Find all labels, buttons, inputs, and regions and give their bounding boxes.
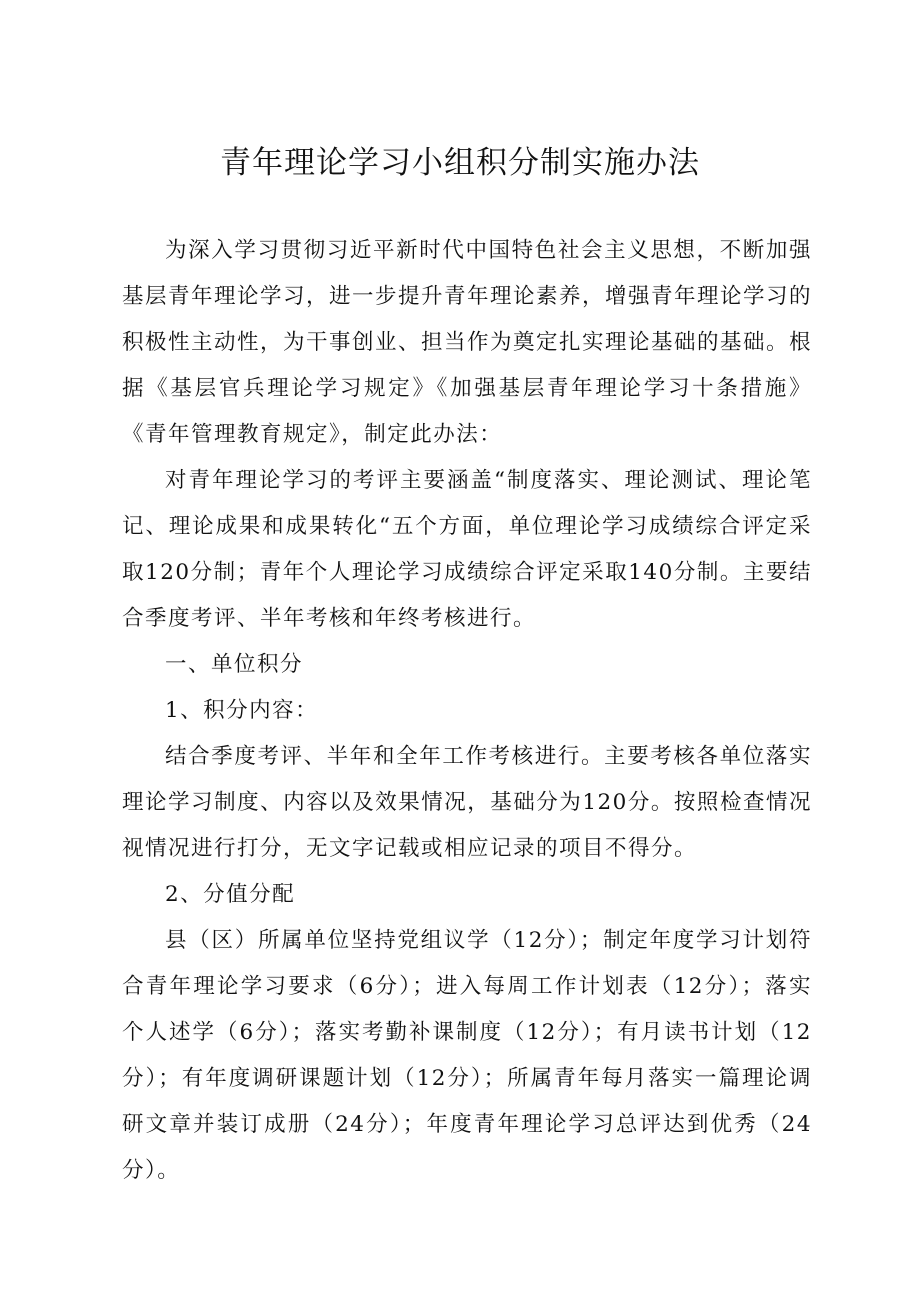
subheading-point-content: 1、积分内容： [165,698,319,723]
assessment-paragraph: 对青年理论学习的考评主要涵盖“制度落实、理论测试、理论笔记、理论成果和成果转化“五个方面，单位理论学习成绩综合评定采取120分制；青年个人理论学习成绩综合评定采取140分制。主要结合季度考评、半年考核和年终考核进行。 [122,468,812,631]
document-title: 青年理论学习小组积分制实施办法 [220,145,700,181]
subheading-score-allocation: 2、分值分配 [165,882,296,907]
intro-paragraph: 为深入学习贯彻习近平新时代中国特色社会主义思想，不断加强基层青年理论学习，进一步提升青年理论素养，增强青年理论学习的积极性主动性，为干事创业、担当作为奠定扎实理论基础的基础。根据《基层官兵理论学习规定》《加强基层青年理论学习十条措施》《青年管理教育规定》，制定此办法： [122,238,813,447]
section-heading-unit-points: 一、单位积分 [165,652,304,677]
document-body [122,228,812,1194]
point-content-paragraph: 结合季度考评、半年和全年工作考核进行。主要考核各单位落实理论学习制度、内容以及效果情况，基础分为120分。按照检查情况视情况进行打分，无文字记载或相应记录的项目不得分。 [122,744,812,861]
score-allocation-paragraph: 县（区）所属单位坚持党组议学（12分）；制定年度学习计划符合青年理论学习要求（6分）；进入每周工作计划表（12分）；落实个人述学（6分）；落实考勤补课制度（12分）；有月读书计划（12分）；有年度调研课题计划（12分）；所属青年每月落实一篇理论调研文章并装订成册（24分）；年度青年理论学习总评达到优秀（24分）。 [122,928,812,1183]
